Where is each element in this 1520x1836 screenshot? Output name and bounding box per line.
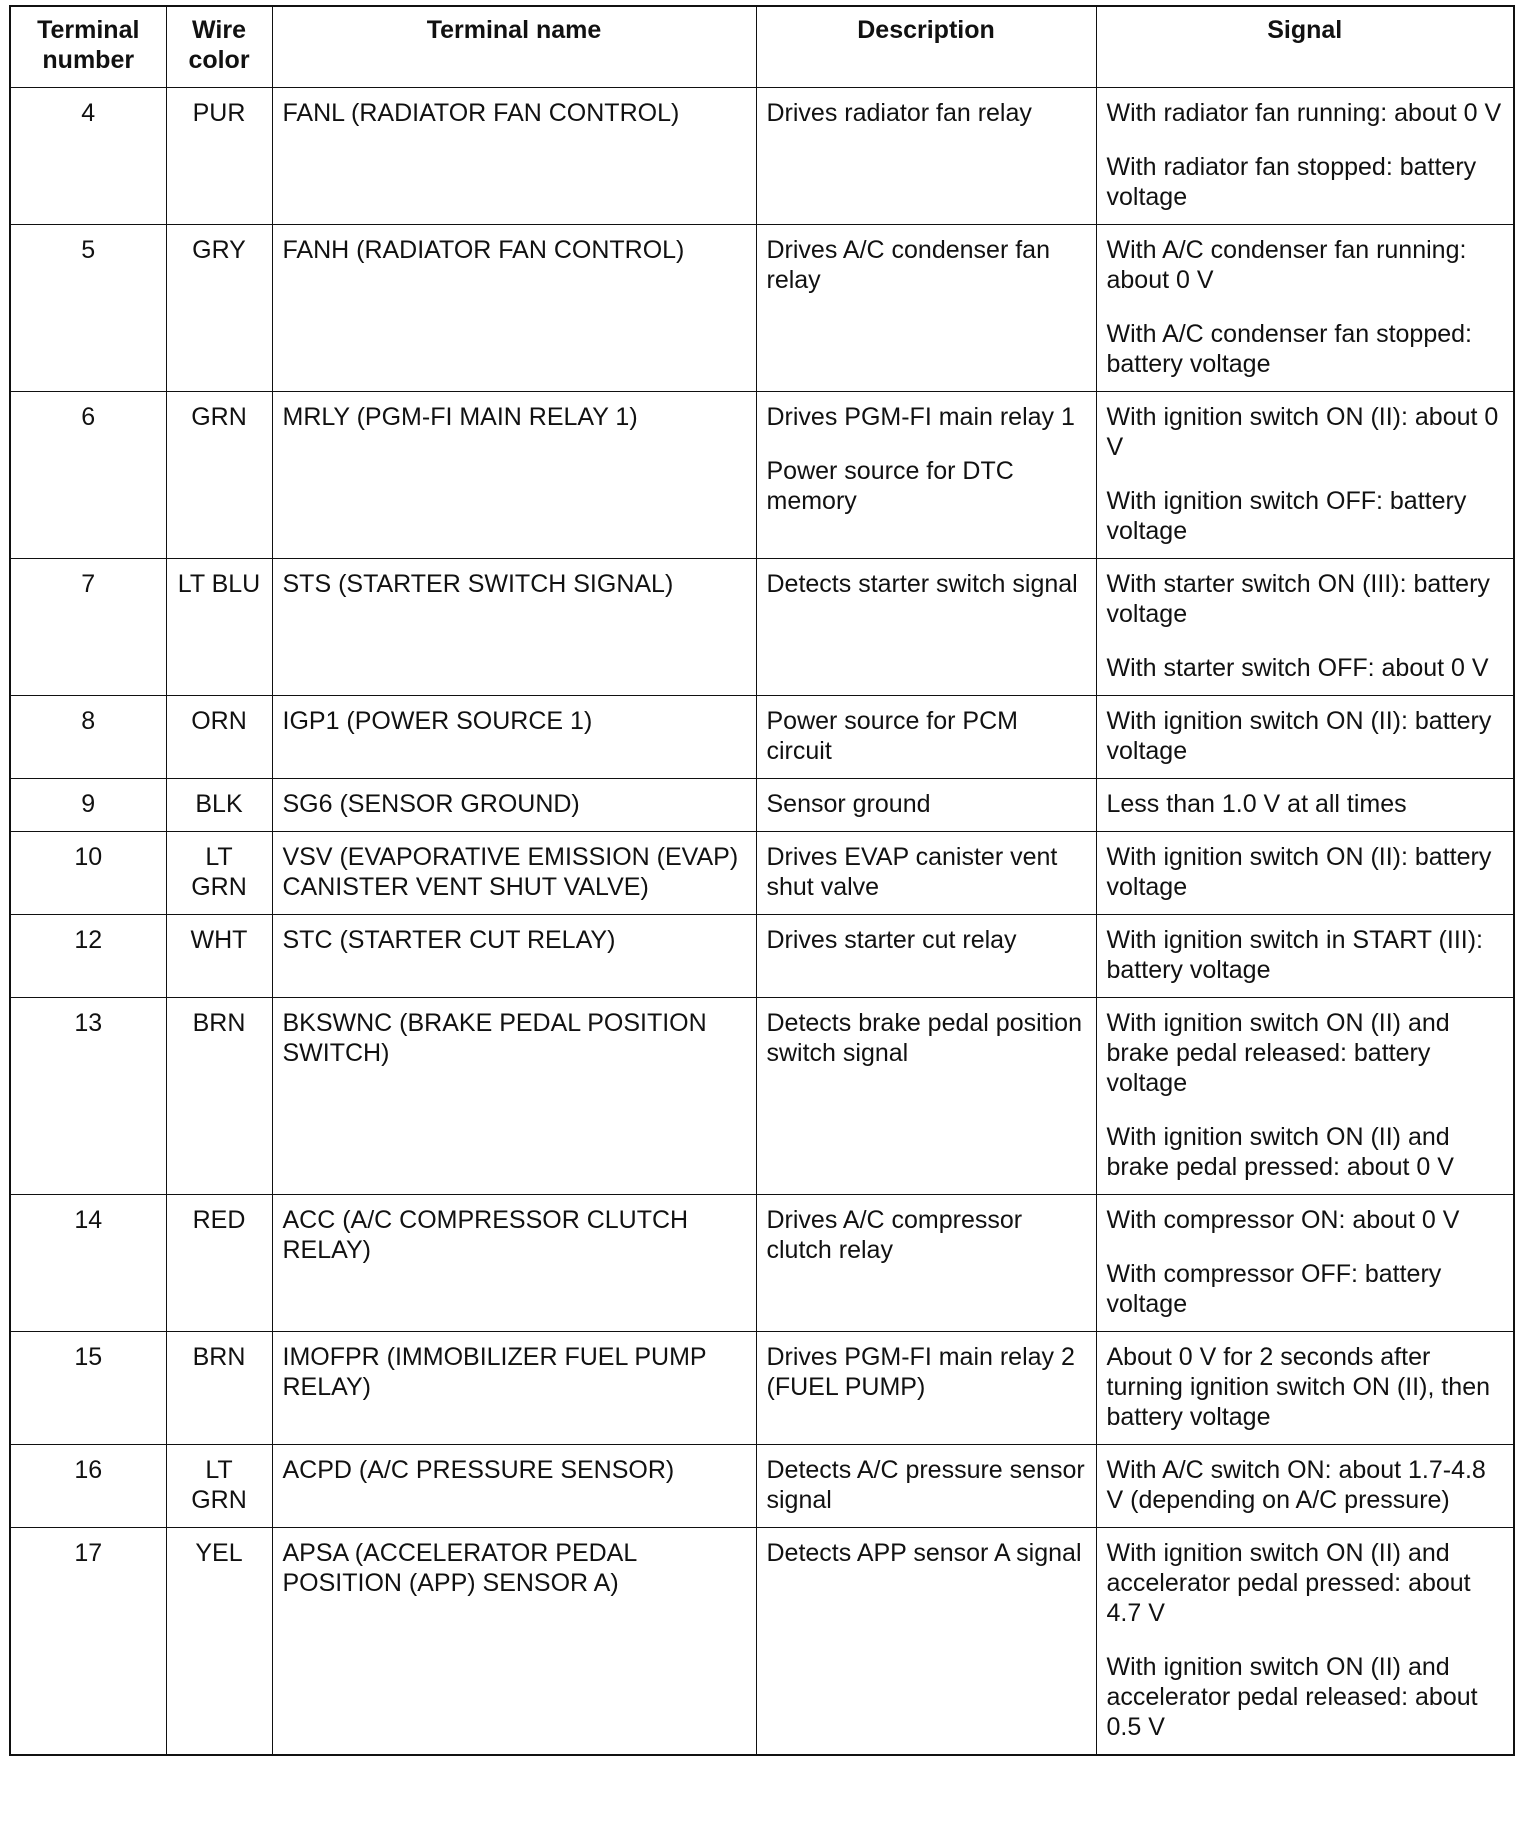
signal-cell	[1096, 1195, 1514, 1332]
header-wire-color: Wire color	[166, 6, 272, 88]
terminal-name-cell: STC (STARTER CUT RELAY)	[272, 915, 756, 998]
terminal-name-cell: VSV (EVAPORATIVE EMISSION (EVAP) CANISTER VENT SHUT VALVE)	[272, 832, 756, 915]
signal-text: With A/C condenser fan running: about 0 V	[1106, 236, 1467, 294]
signal-text: With starter switch OFF: about 0 V	[1106, 654, 1489, 682]
terminal-number-cell: 10	[10, 832, 166, 915]
signal-cell	[1096, 559, 1514, 696]
header-terminal-name: Terminal name	[272, 6, 756, 88]
signal-cell	[1096, 779, 1514, 832]
description-text: Detects APP sensor A signal	[766, 1539, 1082, 1567]
terminal-name-cell: FANH (RADIATOR FAN CONTROL)	[272, 225, 756, 392]
description-cell	[756, 696, 1096, 779]
description-cell	[756, 225, 1096, 392]
signal-cell	[1096, 392, 1514, 559]
terminal-name-cell: IGP1 (POWER SOURCE 1)	[272, 696, 756, 779]
signal-text: With ignition switch ON (II): about 0 V	[1106, 403, 1499, 461]
description-cell	[756, 559, 1096, 696]
table-row	[10, 1445, 1514, 1528]
description-text: Power source for DTC memory	[766, 457, 1014, 515]
table-row	[10, 225, 1514, 392]
signal-text: With radiator fan running: about 0 V	[1106, 99, 1502, 127]
table-row	[10, 392, 1514, 559]
wire-color-cell: LT GRN	[166, 832, 272, 915]
description-text: Drives radiator fan relay	[766, 99, 1032, 127]
terminal-number-cell: 17	[10, 1528, 166, 1756]
signal-cell	[1096, 225, 1514, 392]
description-cell	[756, 1528, 1096, 1756]
description-text: Drives PGM-FI main relay 2 (FUEL PUMP)	[766, 1343, 1075, 1401]
signal-text: Less than 1.0 V at all times	[1106, 790, 1407, 818]
signal-text: With starter switch ON (III): battery voltage	[1106, 570, 1490, 628]
table-row	[10, 88, 1514, 225]
wire-color-cell: BRN	[166, 1332, 272, 1445]
terminal-number-cell: 5	[10, 225, 166, 392]
terminal-name-cell: BKSWNC (BRAKE PEDAL POSITION SWITCH)	[272, 998, 756, 1195]
table-row	[10, 1528, 1514, 1756]
terminal-number-cell: 9	[10, 779, 166, 832]
table-row	[10, 832, 1514, 915]
terminal-name-cell: SG6 (SENSOR GROUND)	[272, 779, 756, 832]
terminal-number-cell: 7	[10, 559, 166, 696]
wire-color-cell: GRN	[166, 392, 272, 559]
signal-text: With ignition switch OFF: battery voltage	[1106, 487, 1467, 545]
table-body	[10, 88, 1514, 1756]
terminal-name-cell: ACPD (A/C PRESSURE SENSOR)	[272, 1445, 756, 1528]
terminal-number-cell: 6	[10, 392, 166, 559]
signal-text: With radiator fan stopped: battery voltage	[1106, 153, 1477, 211]
description-cell	[756, 832, 1096, 915]
wire-color-cell: PUR	[166, 88, 272, 225]
wire-color-cell: BLK	[166, 779, 272, 832]
description-cell	[756, 1332, 1096, 1445]
terminal-name-cell: ACC (A/C COMPRESSOR CLUTCH RELAY)	[272, 1195, 756, 1332]
wire-color-cell: BRN	[166, 998, 272, 1195]
wire-color-cell: RED	[166, 1195, 272, 1332]
terminal-number-cell: 8	[10, 696, 166, 779]
signal-text: About 0 V for 2 seconds after turning ignition switch ON (II), then battery voltage	[1106, 1343, 1490, 1431]
header-description: Description	[756, 6, 1096, 88]
table-row	[10, 915, 1514, 998]
signal-cell	[1096, 915, 1514, 998]
terminal-number-cell: 15	[10, 1332, 166, 1445]
signal-text: With A/C switch ON: about 1.7-4.8 V (depending on A/C pressure)	[1106, 1456, 1486, 1514]
wire-color-cell: YEL	[166, 1528, 272, 1756]
description-text: Detects brake pedal position switch signal	[766, 1009, 1082, 1067]
signal-text: With ignition switch ON (II) and accelerator pedal released: about 0.5 V	[1106, 1653, 1478, 1741]
signal-cell	[1096, 832, 1514, 915]
signal-text: With ignition switch ON (II) and accelerator pedal pressed: about 4.7 V	[1106, 1539, 1471, 1627]
table-row	[10, 1332, 1514, 1445]
terminal-name-cell: APSA (ACCELERATOR PEDAL POSITION (APP) SENSOR A)	[272, 1528, 756, 1756]
description-cell	[756, 998, 1096, 1195]
signal-cell	[1096, 88, 1514, 225]
description-text: Power source for PCM circuit	[766, 707, 1018, 765]
terminal-number-cell: 13	[10, 998, 166, 1195]
terminal-name-cell: MRLY (PGM-FI MAIN RELAY 1)	[272, 392, 756, 559]
wire-color-cell: LT BLU	[166, 559, 272, 696]
signal-text: With ignition switch ON (II): battery voltage	[1106, 707, 1492, 765]
description-text: Sensor ground	[766, 790, 931, 818]
signal-cell	[1096, 1332, 1514, 1445]
signal-text: With compressor ON: about 0 V	[1106, 1206, 1460, 1234]
description-text: Detects A/C pressure sensor signal	[766, 1456, 1085, 1514]
header-signal: Signal	[1096, 6, 1514, 88]
header-terminal-number: Terminal number	[10, 6, 166, 88]
signal-cell	[1096, 1528, 1514, 1756]
table-row	[10, 696, 1514, 779]
table-row	[10, 1195, 1514, 1332]
table-row	[10, 559, 1514, 696]
terminal-number-cell: 12	[10, 915, 166, 998]
description-text: Drives A/C compressor clutch relay	[766, 1206, 1023, 1264]
description-text: Drives EVAP canister vent shut valve	[766, 843, 1058, 901]
signal-text: With ignition switch ON (II): battery voltage	[1106, 843, 1492, 901]
description-cell	[756, 1445, 1096, 1528]
description-cell	[756, 779, 1096, 832]
description-cell	[756, 1195, 1096, 1332]
signal-text: With ignition switch ON (II) and brake pedal pressed: about 0 V	[1106, 1123, 1454, 1181]
table-row	[10, 779, 1514, 832]
signal-text: With compressor OFF: battery voltage	[1106, 1260, 1442, 1318]
signal-cell	[1096, 1445, 1514, 1528]
terminal-number-cell: 4	[10, 88, 166, 225]
terminal-name-cell: STS (STARTER SWITCH SIGNAL)	[272, 559, 756, 696]
description-cell	[756, 392, 1096, 559]
signal-cell	[1096, 998, 1514, 1195]
wire-color-cell: GRY	[166, 225, 272, 392]
table-header-row	[10, 6, 1514, 88]
wire-color-cell: WHT	[166, 915, 272, 998]
description-text: Drives PGM-FI main relay 1	[766, 403, 1075, 431]
terminal-number-cell: 14	[10, 1195, 166, 1332]
description-text: Drives starter cut relay	[766, 926, 1017, 954]
signal-text: With ignition switch in START (III): battery voltage	[1106, 926, 1483, 984]
signal-cell	[1096, 696, 1514, 779]
wire-color-cell: LT GRN	[166, 1445, 272, 1528]
terminal-name-cell: IMOFPR (IMMOBILIZER FUEL PUMP RELAY)	[272, 1332, 756, 1445]
description-cell	[756, 915, 1096, 998]
description-text: Detects starter switch signal	[766, 570, 1078, 598]
description-text: Drives A/C condenser fan relay	[766, 236, 1050, 294]
terminal-name-cell: FANL (RADIATOR FAN CONTROL)	[272, 88, 756, 225]
pcm-terminal-table	[9, 5, 1515, 1756]
wire-color-cell: ORN	[166, 696, 272, 779]
terminal-number-cell: 16	[10, 1445, 166, 1528]
signal-text: With ignition switch ON (II) and brake pedal released: battery voltage	[1106, 1009, 1450, 1097]
signal-text: With A/C condenser fan stopped: battery voltage	[1106, 320, 1472, 378]
description-cell	[756, 88, 1096, 225]
table-row	[10, 998, 1514, 1195]
